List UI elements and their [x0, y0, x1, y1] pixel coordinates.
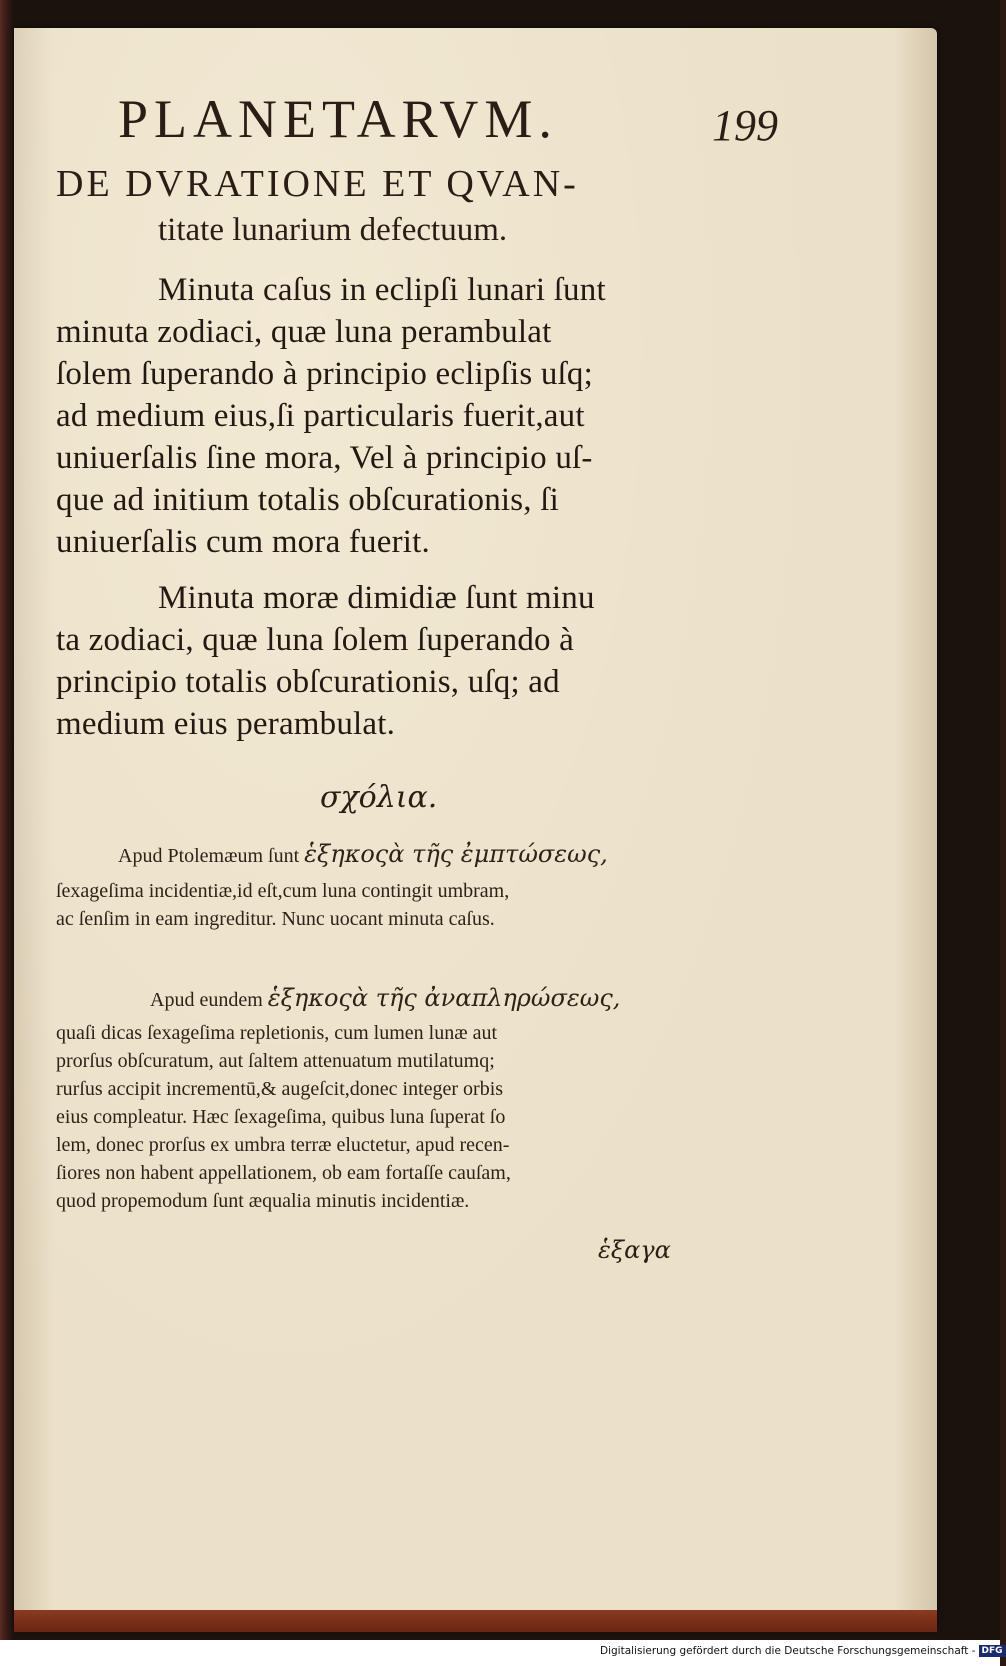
note-intro: Apud Ptolemæum ſunt: [118, 845, 300, 867]
paragraph-line: ad medium eius,ſi particularis fuerit,aut: [56, 398, 585, 434]
note-intro: Apud eundem: [150, 989, 263, 1011]
note-line: quod propemodum ſunt æqualia minutis incidentiæ.: [56, 1190, 470, 1212]
note-first-line: [118, 840, 608, 868]
paragraph-line: uniuerſalis cum mora fuerit.: [56, 524, 430, 560]
running-head: PLANETARVM.: [118, 89, 558, 149]
page-number: 199: [712, 101, 778, 150]
note-line: quaſi dicas ſexageſima repletionis, cum lumen lunæ aut: [56, 1022, 497, 1044]
note-first-line: [150, 984, 620, 1012]
paragraph-line: Minuta moræ dimidiæ ſunt minu: [158, 580, 595, 616]
credit-text: Digitalisierung gefördert durch die Deutsche Forschungsgemeinschaft -: [600, 1645, 976, 1657]
paragraph-line: ſolem ſuperando à principio eclipſis uſq;: [56, 356, 593, 392]
digitization-credit: [600, 1645, 1003, 1657]
page-sheet: [14, 28, 937, 1628]
note-line: rurſus accipit incrementū,& augeſcit,donec integer orbis: [56, 1078, 504, 1100]
paragraph-line: ta zodiaci, quæ luna ſolem ſuperando à: [56, 622, 575, 658]
note-line: ac ſenſim in eam ingreditur. Nunc uocant minuta caſus.: [56, 908, 495, 930]
note-line: ſiores non habent appellationem, ob eam fortaſſe cauſam,: [56, 1162, 511, 1184]
paragraph-line: medium eius perambulat.: [56, 706, 396, 742]
greek-term: ἑξηκοςὰ τῆς ἀναπληρώσεως,: [267, 984, 621, 1012]
catchword: ἑξαγα: [598, 1236, 671, 1264]
paragraph-line: Minuta caſus in eclipſi lunari ſunt: [158, 272, 606, 308]
note-line: prorſus obſcuratum, aut ſaltem attenuatum mutilatumq;: [56, 1050, 495, 1072]
paragraph-line: principio totalis obſcurationis, uſq; ad: [56, 664, 560, 700]
dfg-logo: DFG: [979, 1645, 1006, 1657]
note-line: eius compleatur. Hæc ſexageſima, quibus luna ſuperat ſo: [56, 1106, 506, 1128]
page-bottom-edge: [14, 1610, 937, 1632]
note-line: lem, donec prorſus ex umbra terræ eluctetur, apud recen-: [56, 1134, 510, 1156]
paragraph-line: minuta zodiaci, quæ luna perambulat: [56, 314, 552, 350]
paragraph-line: que ad initium totalis obſcurationis, ſi: [56, 482, 559, 518]
greek-term: ἑξηκοςὰ τῆς ἐμπτώσεως,: [304, 840, 608, 868]
chapter-subtitle: titate lunarium defectuum.: [158, 212, 508, 248]
scholia-heading: σχόλια.: [320, 780, 438, 815]
note-line: ſexageſima incidentiæ,id eſt,cum luna contingit umbram,: [56, 880, 510, 902]
chapter-title: DE DVRATIONE ET QVAN-: [56, 163, 579, 205]
paragraph-line: uniuerſalis ſine mora, Vel à principio uſ-: [56, 440, 593, 476]
